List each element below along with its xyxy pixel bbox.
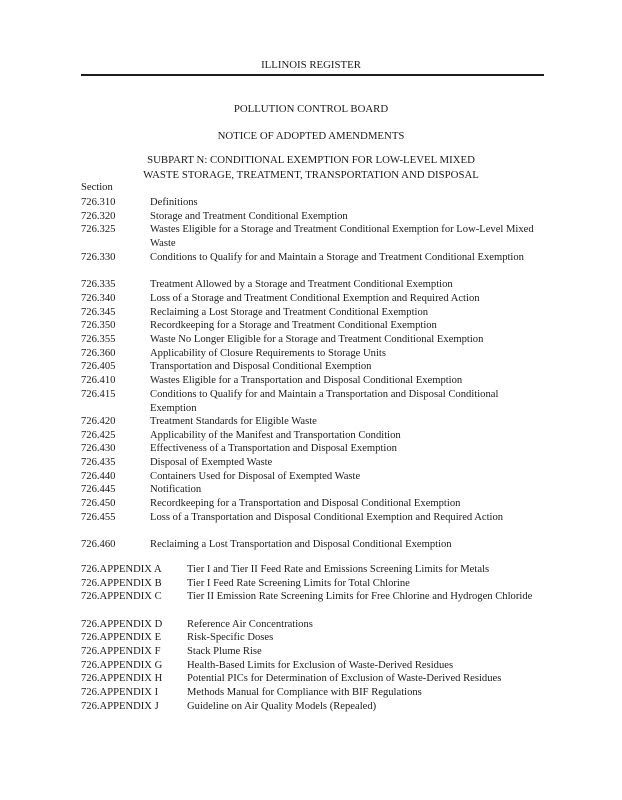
section-title: Recordkeeping for a Transportation and Disposal Conditional Exemption — [150, 498, 461, 509]
section-title: Wastes Eligible for a Storage and Treatment Conditional Exemption for Low-Level Mixed Waste — [150, 224, 534, 249]
appendix-number: 726.APPENDIX B — [81, 578, 162, 589]
section-number: 726.415 — [81, 389, 116, 400]
notice-title: NOTICE OF ADOPTED AMENDMENTS — [217, 130, 405, 142]
appendix-number: 726.APPENDIX I — [81, 687, 159, 698]
subpart-heading-line-2: WASTE STORAGE, TREATMENT, TRANSPORTATION AND DISPOSAL — [143, 169, 479, 181]
section-title: Conditions to Qualify for and Maintain a Storage and Treatment Conditional Exemption — [150, 252, 524, 263]
appendix-title: Methods Manual for Compliance with BIF Regulations — [187, 687, 422, 698]
section-number: 726.360 — [81, 348, 116, 359]
section-number: 726.335 — [81, 279, 116, 290]
section-title: Disposal of Exempted Waste — [150, 457, 273, 468]
section-number: 726.455 — [81, 512, 116, 523]
appendix-title: Stack Plume Rise — [187, 646, 262, 657]
section-number: 726.320 — [81, 211, 116, 222]
appendix-number: 726.APPENDIX C — [81, 591, 162, 602]
appendix-title: Potential PICs for Determination of Exclusion of Waste-Derived Residues — [187, 673, 502, 684]
section-number: 726.405 — [81, 361, 116, 372]
section-number: 726.420 — [81, 416, 116, 427]
section-title: Loss of a Storage and Treatment Conditional Exemption and Required Action — [150, 293, 480, 304]
register-title: ILLINOIS REGISTER — [261, 59, 361, 71]
appendix-title: Tier I and Tier II Feed Rate and Emissions Screening Limits for Metals — [187, 564, 490, 575]
section-title: Applicability of the Manifest and Transportation Condition — [150, 430, 401, 441]
section-number: 726.460 — [81, 539, 116, 550]
section-number: 726.345 — [81, 307, 116, 318]
board-name: POLLUTION CONTROL BOARD — [233, 103, 389, 115]
section-number: 726.350 — [81, 320, 116, 331]
appendix-number: 726.APPENDIX J — [81, 701, 159, 712]
section-number: 726.450 — [81, 498, 116, 509]
section-number: 726.440 — [81, 471, 116, 482]
section-title: Reclaiming a Lost Storage and Treatment Conditional Exemption — [150, 307, 429, 318]
appendix-title: Guideline on Air Quality Models (Repealed) — [187, 701, 377, 712]
appendix-number: 726.APPENDIX A — [81, 564, 162, 575]
appendix-title: Reference Air Concentrations — [187, 619, 313, 630]
section-number: 726.310 — [81, 197, 116, 208]
section-title: Recordkeeping for a Storage and Treatment Conditional Exemption — [150, 320, 437, 331]
section-number: 726.410 — [81, 375, 116, 386]
section-title: Conditions to Qualify for and Maintain a Transportation and Disposal Conditional Exemption — [150, 389, 499, 414]
section-number: 726.445 — [81, 484, 116, 495]
section-title: Wastes Eligible for a Transportation and Disposal Conditional Exemption — [150, 375, 463, 386]
appendix-title: Tier II Emission Rate Screening Limits for Free Chlorine and Hydrogen Chloride — [187, 591, 533, 602]
section-title: Waste No Longer Eligible for a Storage and Treatment Conditional Exemption — [150, 334, 484, 345]
header-rule — [81, 74, 544, 76]
section-number: 726.355 — [81, 334, 116, 345]
section-title: Transportation and Disposal Conditional Exemption — [150, 361, 372, 372]
section-title: Effectiveness of a Transportation and Disposal Exemption — [150, 443, 397, 454]
subpart-heading-line-1: SUBPART N: CONDITIONAL EXEMPTION FOR LOW-LEVEL MIXED — [147, 154, 475, 166]
appendix-number: 726.APPENDIX E — [81, 632, 162, 643]
section-number: 726.425 — [81, 430, 116, 441]
appendix-title: Risk-Specific Doses — [187, 632, 274, 643]
section-title: Storage and Treatment Conditional Exemption — [150, 211, 348, 222]
section-title: Treatment Standards for Eligible Waste — [150, 416, 317, 427]
section-number: 726.435 — [81, 457, 116, 468]
section-number: 726.325 — [81, 224, 116, 235]
section-title: Definitions — [150, 197, 198, 208]
appendix-number: 726.APPENDIX H — [81, 673, 163, 684]
appendix-title: Health-Based Limits for Exclusion of Waste-Derived Residues — [187, 660, 454, 671]
appendix-number: 726.APPENDIX F — [81, 646, 161, 657]
appendix-number: 726.APPENDIX D — [81, 619, 163, 630]
section-number: 726.330 — [81, 252, 116, 263]
section-column-label: Section — [81, 182, 113, 193]
appendix-number: 726.APPENDIX G — [81, 660, 163, 671]
section-title: Reclaiming a Lost Transportation and Disposal Conditional Exemption — [150, 539, 452, 550]
section-title: Containers Used for Disposal of Exempted Waste — [150, 471, 361, 482]
section-title: Notification — [150, 484, 202, 495]
section-number: 726.340 — [81, 293, 116, 304]
appendix-title: Tier I Feed Rate Screening Limits for Total Chlorine — [187, 578, 410, 589]
section-title: Applicability of Closure Requirements to Storage Units — [150, 348, 386, 359]
section-title: Loss of a Transportation and Disposal Conditional Exemption and Required Action — [150, 512, 504, 523]
section-title: Treatment Allowed by a Storage and Treatment Conditional Exemption — [150, 279, 453, 290]
section-number: 726.430 — [81, 443, 116, 454]
